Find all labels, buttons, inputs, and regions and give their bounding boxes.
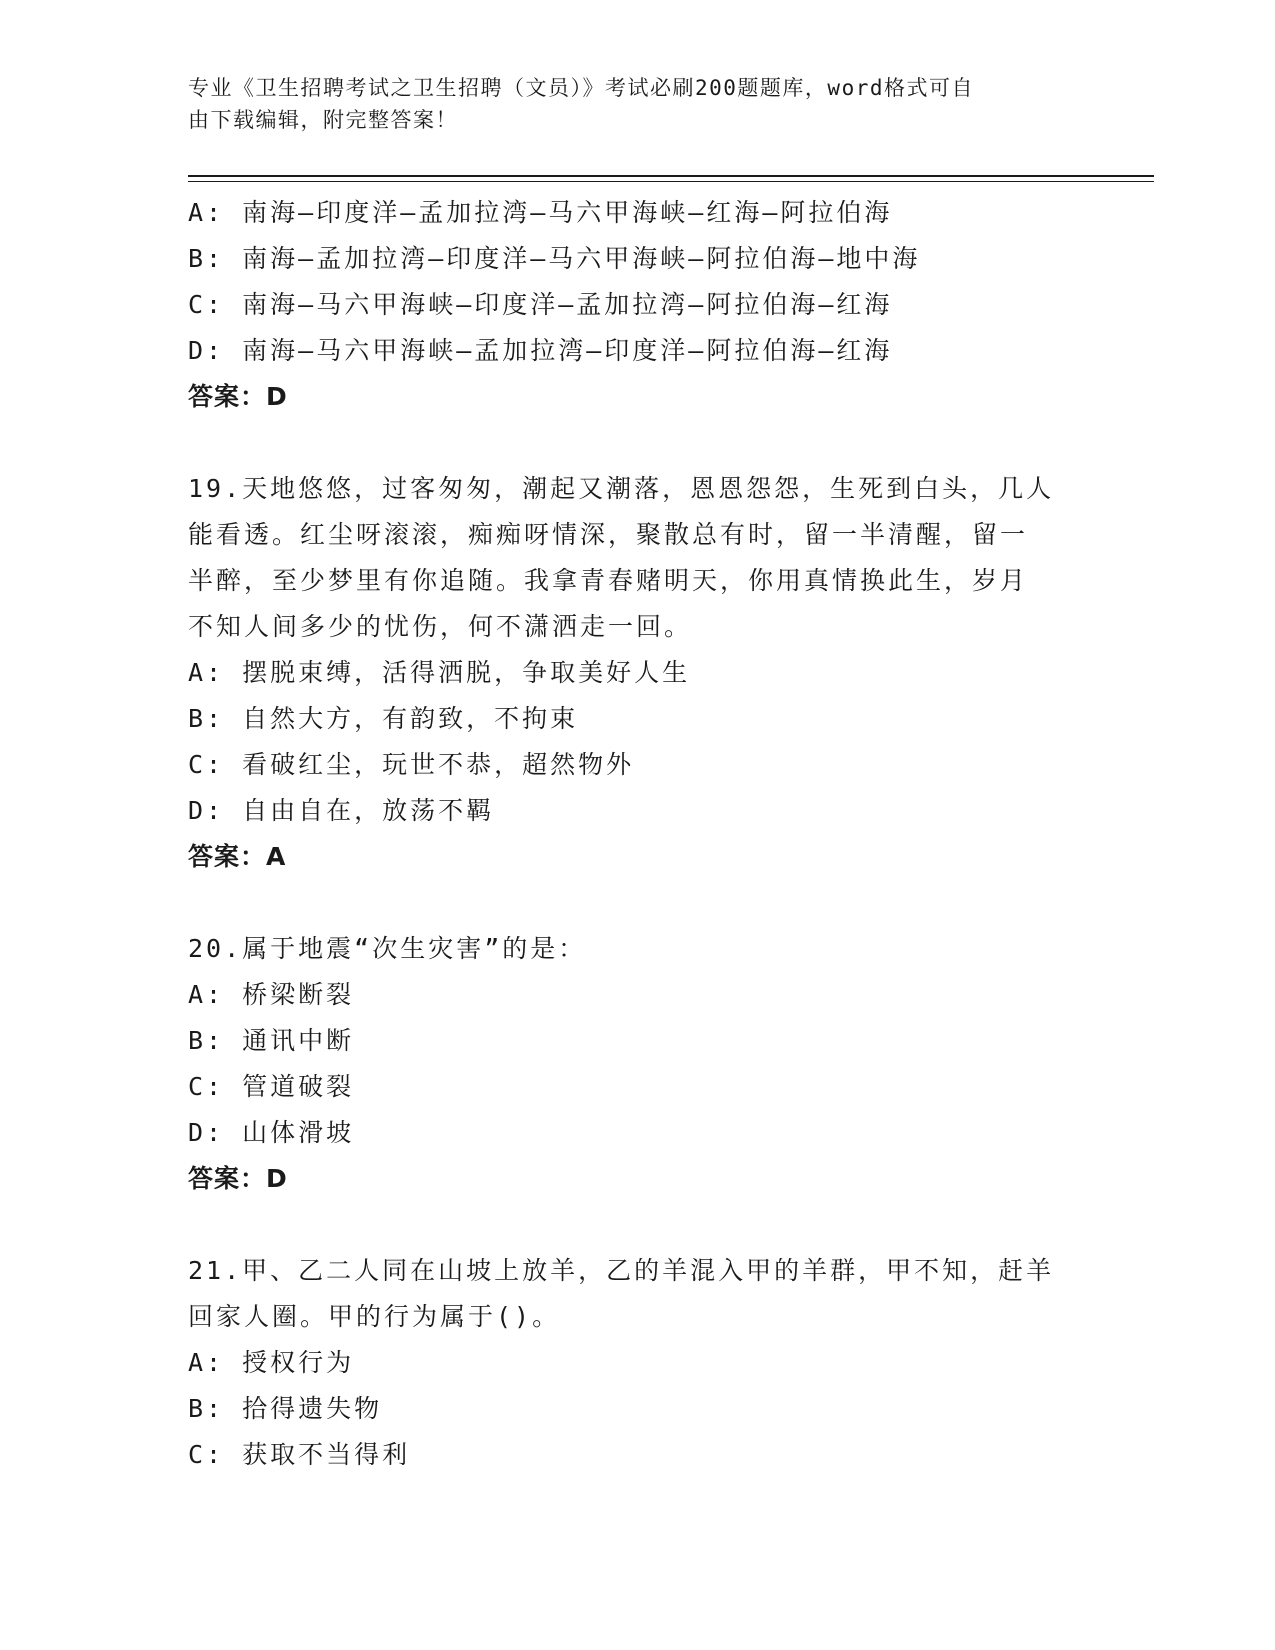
question-stem-line: 半醉，至少梦里有你追随。我拿青春赌明天，你用真情换此生，岁月 — [188, 566, 1029, 595]
option-d: D: 山体滑坡 — [188, 1118, 355, 1147]
option-d: D: 自由自在，放荡不羁 — [188, 796, 495, 825]
option-a: A: 授权行为 — [188, 1348, 355, 1377]
question-stem-line: 回家人圈。甲的行为属于()。 — [188, 1302, 561, 1331]
question-stem-line: 不知人间多少的忧伤，何不潇洒走一回。 — [188, 612, 693, 641]
document-header — [188, 72, 1088, 136]
question-stem-line: 能看透。红尘呀滚滚，痴痴呀情深，聚散总有时，留一半清醒，留一 — [188, 520, 1029, 549]
question-21 — [188, 1248, 1088, 1478]
option-d: D: 南海—马六甲海峡—孟加拉湾—印度洋—阿拉伯海—红海 — [188, 336, 893, 365]
question-stem-line: 21.甲、乙二人同在山坡上放羊，乙的羊混入甲的羊群，甲不知，赶羊 — [188, 1256, 1055, 1285]
option-c: C: 南海—马六甲海峡—印度洋—孟加拉湾—阿拉伯海—红海 — [188, 290, 893, 319]
header-line-1: 专业《卫生招聘考试之卫生招聘（文员）》考试必刷200题题库，word格式可自 — [188, 76, 974, 100]
option-b: B: 通讯中断 — [188, 1026, 355, 1055]
question-stem-line: 20.属于地震“次生灾害”的是： — [188, 934, 587, 963]
question-19 — [188, 466, 1088, 880]
option-b: B: 拾得遗失物 — [188, 1394, 383, 1423]
option-a: A: 桥梁断裂 — [188, 980, 355, 1009]
option-b: B: 南海—孟加拉湾—印度洋—马六甲海峡—阿拉伯海—地中海 — [188, 244, 921, 273]
question-18 — [188, 190, 1088, 420]
header-line-2: 由下载编辑，附完整答案！ — [188, 108, 458, 132]
option-c: C: 管道破裂 — [188, 1072, 355, 1101]
option-c: C: 获取不当得利 — [188, 1440, 411, 1469]
answer-line: 答案：D — [188, 382, 288, 411]
option-c: C: 看破红尘，玩世不恭，超然物外 — [188, 750, 635, 779]
header-divider-thin — [188, 181, 1154, 182]
question-content — [188, 190, 1088, 1478]
answer-line: 答案：A — [188, 842, 287, 871]
option-a: A: 摆脱束缚，活得洒脱，争取美好人生 — [188, 658, 691, 687]
option-b: B: 自然大方，有韵致，不拘束 — [188, 704, 579, 733]
answer-line: 答案：D — [188, 1164, 288, 1193]
header-divider-thick — [188, 175, 1154, 177]
option-a: A: 南海—印度洋—孟加拉湾—马六甲海峡—红海—阿拉伯海 — [188, 198, 893, 227]
question-stem-line: 19.天地悠悠，过客匆匆，潮起又潮落，恩恩怨怨，生死到白头，几人 — [188, 474, 1055, 503]
question-20 — [188, 926, 1088, 1202]
